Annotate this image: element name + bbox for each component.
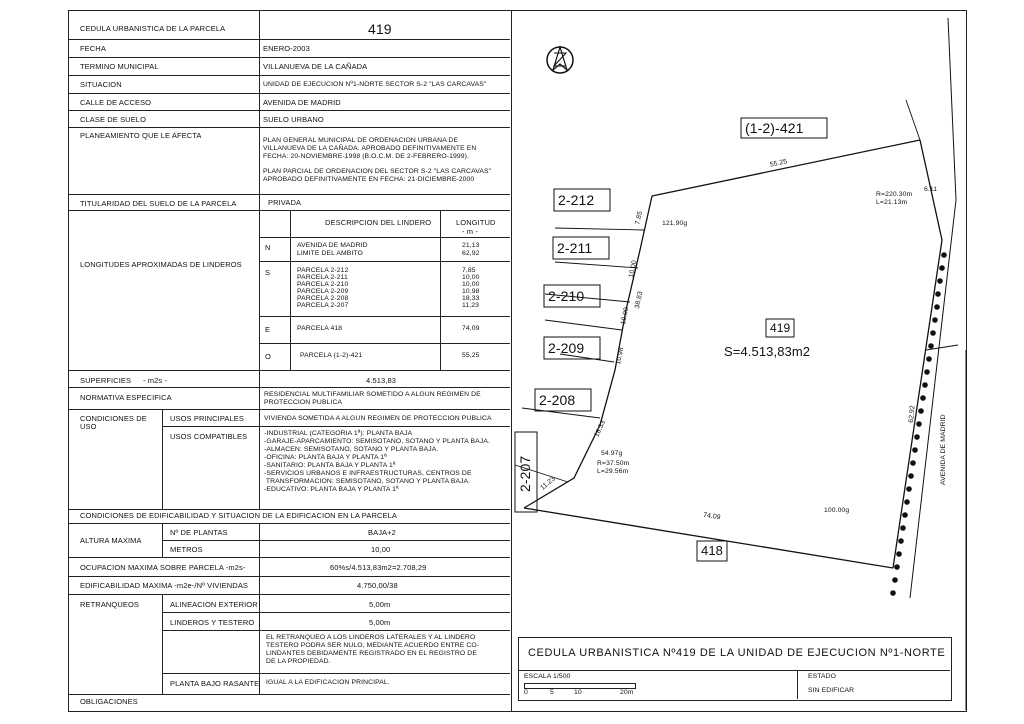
- planeamiento-line-5: APROBADO DEFINITIVAMENTE EN FECHA: 21-DICIEMBRE-2000: [263, 176, 475, 183]
- alineacion-label: ALINEACION EXTERIOR: [170, 600, 258, 609]
- parcel-number: 419: [368, 21, 392, 37]
- altura-label: ALTURA MAXIMA: [80, 536, 142, 545]
- dim-6-11: 6.11: [924, 186, 938, 193]
- usos-compatibles-line: -ALMACEN: SEMISOTANO, SOTANO Y PLANTA BAJA.: [264, 446, 439, 453]
- linderos-header-unit: - m -: [462, 227, 478, 236]
- parcel-label-2-207: 2-207: [517, 455, 533, 492]
- superficies-unit: - m2s -: [143, 376, 168, 385]
- dim-north: 55.25: [769, 158, 788, 169]
- lindero-dir-e: E: [265, 325, 271, 334]
- linderos-header-desc: DESCRIPCION DEL LINDERO: [325, 218, 432, 227]
- condiciones-uso-label: CONDICIONES DE: [80, 414, 147, 423]
- edificabilidad-value: 4.750,00/38: [357, 581, 398, 590]
- dim-7-85: 7.85: [634, 210, 645, 226]
- form-title: CEDULA URBANISTICA DE LA PARCELA: [80, 24, 226, 33]
- lindero-dir-o: O: [265, 352, 271, 361]
- planeamiento-label: PLANEAMIENTO QUE LE AFECTA: [80, 131, 202, 140]
- angle-121-90: 121.90g: [662, 220, 688, 227]
- metros-value: 10,00: [371, 545, 391, 554]
- usos-compatibles-line: TRANSFORMACION: SEMISOTANO, SOTANO Y PLANTA BAJA.: [264, 478, 471, 485]
- linderos-label: LONGITUDES APROXIMADAS DE LINDEROS: [80, 260, 242, 269]
- curve-1-length: L=21.13m: [876, 199, 908, 206]
- lindero-dir-s: S: [265, 268, 271, 277]
- clase-value: SUELO URBANO: [263, 115, 324, 124]
- curve-2-radius: R=37.50m: [597, 460, 630, 467]
- lindero-len: 10,00: [462, 274, 480, 281]
- alineacion-value: 5,00m: [369, 600, 391, 609]
- retranqueo-note-line: EL RETRANQUEO A LOS LINDEROS LATERALES Y AL LINDERO: [266, 634, 476, 641]
- linderos-header-len: LONGITUD: [456, 218, 496, 227]
- planeamiento-line-1: PLAN GENERAL MUNICIPAL DE ORDENACION URBANA DE: [263, 137, 459, 144]
- usos-compatibles-line: -SERVICIOS URBANOS E INFRAESTRUCTURAS, CENTROS DE: [264, 470, 472, 477]
- dim-10-00-a: 10.00: [627, 259, 639, 279]
- lindero-len: 74,09: [462, 325, 480, 332]
- usos-compatibles-line: -EDUCATIVO: PLANTA BAJA Y PLANTA 1ª: [264, 486, 399, 493]
- parcel-label-419: 419: [770, 321, 791, 335]
- n-plantas-value: BAJA+2: [368, 528, 396, 537]
- normativa-label: NORMATIVA ESPECIFICA: [80, 393, 172, 402]
- estado-value: SIN EDIFICAR: [808, 687, 855, 694]
- lindero-desc: PARCELA 418: [297, 325, 343, 332]
- normativa-line: PROTECCION PUBLICA: [264, 399, 343, 406]
- superficies-label: SUPERFICIES: [80, 376, 132, 385]
- angle-54-97: 54.97g: [601, 450, 623, 457]
- lindero-desc: PARCELA 2-212: [297, 267, 349, 274]
- lindero-desc: PARCELA 2-211: [297, 274, 348, 281]
- parcel-label-1-2-421: (1-2)-421: [745, 120, 804, 136]
- retranqueo-note-line: DE LA PROPIEDAD.: [266, 658, 331, 665]
- dim-10-00-b: 10.00: [619, 306, 631, 326]
- parcel-label-2-208: 2-208: [539, 392, 576, 408]
- parcel-label-418: 418: [701, 543, 723, 558]
- titularidad-label: TITULARIDAD DEL SUELO DE LA PARCELA: [80, 199, 237, 208]
- calle-value: AVENIDA DE MADRID: [263, 98, 341, 107]
- parcel-label-2-211: 2-211: [557, 240, 593, 256]
- lindero-len: 62,92: [462, 250, 480, 257]
- dim-38-83: 38.83: [633, 290, 645, 310]
- planeamiento-line-4: PLAN PARCIAL DE ORDENACION DEL SECTOR S-2 "LAS CARCAVAS": [263, 168, 492, 175]
- lindero-desc: PARCELA 2-210: [297, 281, 349, 288]
- retranqueos-label: RETRANQUEOS: [80, 600, 140, 609]
- termino-label: TERMINO MUNICIPAL: [80, 62, 159, 71]
- dim-11-23: 11.23: [539, 475, 557, 492]
- lindero-len: 10,00: [462, 281, 480, 288]
- situacion-label: SITUACION: [80, 80, 122, 89]
- usos-compatibles-line: -OFICINA: PLANTA BAJA Y PLANTA 1ª: [264, 454, 387, 461]
- ocupacion-value: 60%s/4.513,83m2=2.708,29: [330, 563, 427, 572]
- ocupacion-label: OCUPACION MAXIMA SOBRE PARCELA -m2s-: [80, 563, 246, 572]
- lindero-len: 11,23: [462, 302, 480, 309]
- scale-tick: 0: [524, 689, 528, 696]
- lindero-desc: PARCELA 2-208: [297, 295, 349, 302]
- obligaciones-label: OBLIGACIONES: [80, 697, 138, 706]
- lindero-len: 21,13: [462, 242, 480, 249]
- street-label: AVENIDA DE MADRID: [940, 414, 947, 485]
- linderos-testero-value: 5,00m: [369, 618, 391, 627]
- scale-label: ESCALA 1/500: [524, 673, 571, 680]
- metros-label: METROS: [170, 545, 203, 554]
- fecha-label: FECHA: [80, 44, 106, 53]
- planeamiento-line-2: VILLANUEVA DE LA CAÑADA. APROBADO DEFINITIVAMENTE EN: [263, 145, 477, 152]
- curve-2-length: L=29.56m: [597, 468, 629, 475]
- parcel-label-2-212: 2-212: [558, 192, 595, 208]
- dim-62-92: 62.92: [907, 405, 917, 424]
- lindero-desc: PARCELA (1-2)-421: [300, 352, 363, 359]
- parcel-label-2-210: 2-210: [548, 288, 585, 304]
- scale-tick: 5: [550, 689, 554, 696]
- parcel-area: S=4.513,83m2: [724, 344, 811, 359]
- lindero-desc: LIMITE DEL AMBITO: [297, 250, 363, 257]
- curve-1-radius: R=220.30m: [876, 191, 913, 198]
- scale-tick: 20m: [620, 689, 634, 696]
- fecha-value: ENERO-2003: [263, 44, 310, 53]
- normativa-line: RESIDENCIAL MULTIFAMILIAR SOMETIDO A ALGUN REGIMEN DE: [264, 391, 481, 398]
- lindero-desc: PARCELA 2-207: [297, 302, 349, 309]
- calle-label: CALLE DE ACCESO: [80, 98, 152, 107]
- angle-100-00: 100.00g: [824, 507, 850, 514]
- lindero-dir-n: N: [265, 243, 271, 252]
- retranqueo-note-line: TESTERO PODRA SER NULO, MEDIANTE ACUERDO ENTRE CO-: [266, 642, 480, 649]
- lindero-len: 7,85: [462, 267, 476, 274]
- lindero-len: 18,33: [462, 295, 480, 302]
- parcel-label-2-209: 2-209: [548, 340, 585, 356]
- scale-tick: 10: [574, 689, 582, 696]
- edificabilidad-header: CONDICIONES DE EDIFICABILIDAD Y SITUACION DE LA EDIFICACION EN LA PARCELA: [80, 511, 397, 520]
- estado-label: ESTADO: [808, 673, 837, 680]
- edificabilidad-label: EDIFICABILIDAD MAXIMA -m2e-/Nº VIVIENDAS: [80, 581, 249, 590]
- dim-18-33: 18.33: [593, 419, 608, 439]
- lindero-len: 55,25: [462, 352, 480, 359]
- usos-compatibles-line: -SANITARIO: PLANTA BAJA Y PLANTA 1ª: [264, 462, 396, 469]
- planta-bajo-rasante-label: PLANTA BAJO RASANTE: [170, 679, 260, 688]
- parcel-boundary-north: [652, 140, 920, 196]
- n-plantas-label: Nº DE PLANTAS: [170, 528, 228, 537]
- titularidad-value: PRIVADA: [268, 198, 302, 207]
- dim-74-09: 74.09: [702, 511, 722, 522]
- situacion-value: UNIDAD DE EJECUCION Nº1-NORTE SECTOR S-2 "LAS CARCAVAS": [263, 81, 487, 88]
- usos-compatibles-line: -INDUSTRIAL (CATEGORIA 1ª): PLANTA BAJA: [264, 430, 413, 437]
- linderos-testero-label: LINDEROS Y TESTERO: [170, 618, 255, 627]
- street-hedge-dots: [890, 252, 947, 596]
- termino-value: VILLANUEVA DE LA CAÑADA: [263, 62, 368, 71]
- lindero-len: 10,98: [462, 288, 480, 295]
- usos-principales-value: VIVIENDA SOMETIDA A ALGUN REGIMEN DE PROTECCION PUBLICA: [264, 415, 492, 422]
- planta-bajo-rasante-value: IGUAL A LA EDIFICACION PRINCIPAL.: [266, 679, 390, 686]
- planeamiento-line-3: FECHA: 20-NOVIEMBRE-1998 (B.O.C.M. DE 2-FEBRERO-1999).: [263, 153, 469, 160]
- retranqueo-note-line: LINDANTES DEBIDAMENTE REGISTRADO EN EL REGISTRO DE: [266, 650, 477, 657]
- dim-10-98: 10.98: [614, 346, 626, 366]
- lindero-desc: AVENIDA DE MADRID: [297, 242, 368, 249]
- lindero-desc: PARCELA 2-209: [297, 288, 349, 295]
- clase-label: CLASE DE SUELO: [80, 115, 147, 124]
- title-block-title: CEDULA URBANISTICA Nº419 DE LA UNIDAD DE EJECUCION Nº1-NORTE: [528, 647, 946, 659]
- usos-compatibles-line: -GARAJE-APARCAMIENTO: SEMISOTANO, SOTANO Y PLANTA BAJA.: [264, 438, 490, 445]
- superficies-value: 4.513,83: [366, 376, 396, 385]
- north-arrow-icon: [547, 47, 573, 73]
- condiciones-uso-label-2: USO: [80, 422, 97, 431]
- usos-principales-label: USOS PRINCIPALES: [170, 414, 244, 423]
- usos-compatibles-label: USOS COMPATIBLES: [170, 432, 248, 441]
